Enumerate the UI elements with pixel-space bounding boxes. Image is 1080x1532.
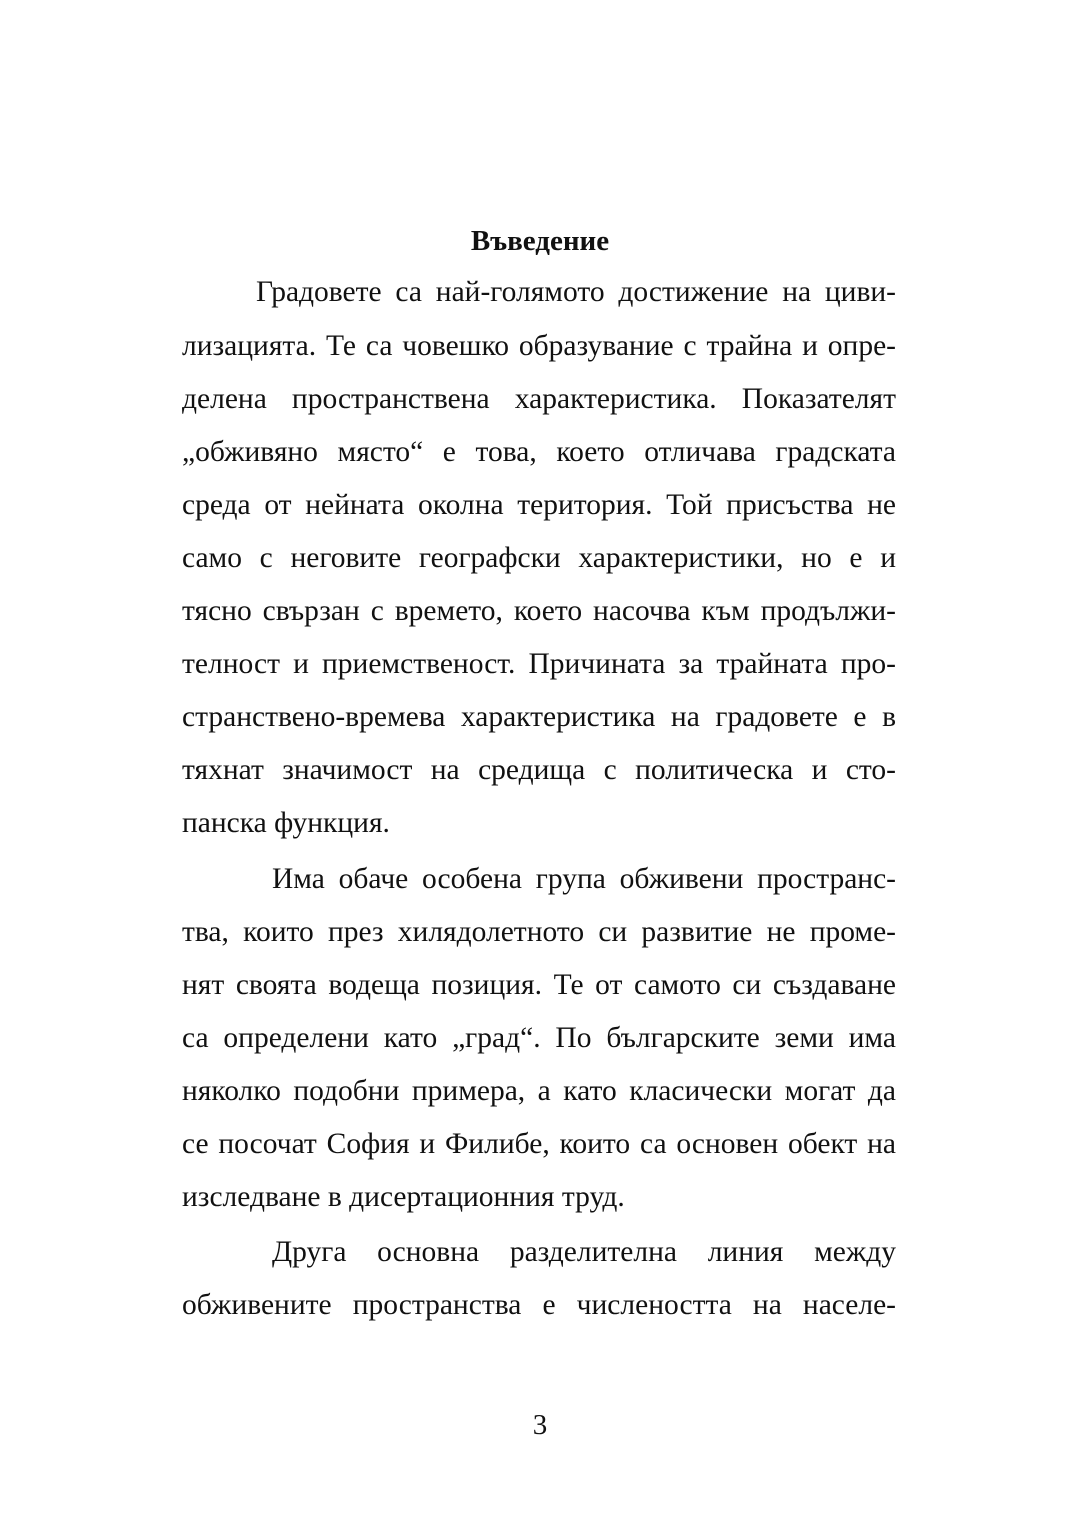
paragraph-2-line-4: са определени като „град“. По българските земи има bbox=[182, 1022, 896, 1054]
page-number: 3 bbox=[532, 1409, 548, 1441]
paragraph-1-line-2: лизацията. Те са човешко образувание с трайна и опре- bbox=[182, 330, 896, 362]
paragraph-1-line-9: странствено-времева характеристика на градовете е в bbox=[182, 701, 896, 733]
paragraph-2-line-7: изследване в дисертационния труд. bbox=[182, 1181, 625, 1213]
paragraph-2-line-5: няколко подобни примера, а като класически могат да bbox=[182, 1075, 896, 1107]
paragraph-1-line-4: „обживяно място“ е това, което отличава градската bbox=[182, 436, 896, 468]
paragraph-2-line-1: Има обаче особена група обживени пространс- bbox=[272, 863, 896, 895]
paragraph-3-line-1: Друга основна разделителна линия между bbox=[272, 1236, 896, 1268]
paragraph-3-line-2: обживените пространства е числеността на населе- bbox=[182, 1289, 896, 1321]
paragraph-1-line-6: само с неговите географски характеристики, но е и bbox=[182, 542, 896, 574]
section-heading: Въведение bbox=[470, 225, 610, 257]
paragraph-2-line-3: нят своята водеща позиция. Те от самото си създаване bbox=[182, 969, 896, 1001]
paragraph-1-line-3: делена пространствена характеристика. Показателят bbox=[182, 383, 896, 415]
paragraph-2-line-6: се посочат София и Филибе, които са основен обект на bbox=[182, 1128, 896, 1160]
paragraph-2-line-2: тва, които през хилядолетното си развитие не проме- bbox=[182, 916, 896, 948]
paragraph-1-line-7: тясно свързан с времето, което насочва към продължи- bbox=[182, 595, 896, 627]
paragraph-1-line-11: панска функция. bbox=[182, 807, 390, 839]
paragraph-1-line-1: Градовете са най-голямото достижение на циви- bbox=[256, 276, 896, 308]
paragraph-1-line-10: тяхнат значимост на средища с политическа и сто- bbox=[182, 754, 896, 786]
paragraph-1-line-8: телност и приемственост. Причината за трайната про- bbox=[182, 648, 896, 680]
paragraph-1-line-5: среда от нейната околна територия. Той присъства не bbox=[182, 489, 896, 521]
